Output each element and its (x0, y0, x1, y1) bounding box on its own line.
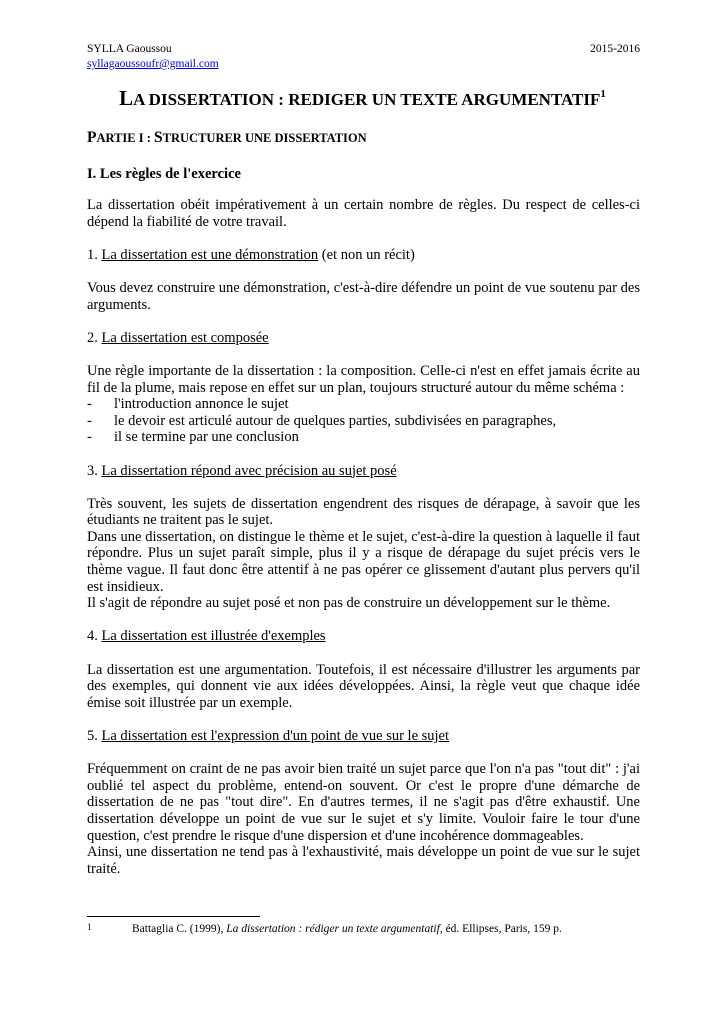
footnote-divider (87, 916, 260, 917)
list-dash: - (87, 396, 92, 413)
rule-3-heading (87, 463, 640, 480)
intro-paragraph: La dissertation obéit impérativement à un certain nombre de règles. Du respect de celles-ci dépend la fiabilité de votre travail. (87, 197, 640, 230)
footnote-mark: 1 (87, 922, 92, 932)
title-initial: L (119, 86, 134, 110)
document-title (0, 86, 725, 112)
rule-2-title: La dissertation est composée (101, 329, 269, 346)
rule-1-suffix: (et non un récit) (318, 246, 415, 263)
rule-5-number: 5. (87, 728, 102, 744)
rule-3-paragraph-3: Il s'agit de répondre au sujet posé et non pas de construire un développement sur le thème. (87, 595, 611, 612)
part-text-2: TRUCTURER UNE DISSERTATION (162, 131, 367, 145)
rule-1-heading (87, 247, 640, 264)
rule-2-paragraph: Une règle importante de la dissertation : la composition. Celle-ci n'est en effet jamais écrite au fil de la plume, mais repose en effet sur un plan, toujours structuré autour du même schéma : (87, 362, 640, 396)
list-dash: - (87, 429, 92, 446)
part-initial-1: P (87, 129, 97, 146)
rule-3-title: La dissertation répond avec précision au sujet posé (101, 462, 397, 479)
footnote-work-title: La dissertation : rédiger un texte argumentatif (226, 923, 440, 935)
rule-2-heading (87, 330, 640, 347)
rule-3-number: 3. (87, 462, 102, 479)
part-initial-2: S (154, 129, 163, 146)
rule-5-heading (87, 728, 640, 745)
list-item: - il se termine par une conclusion (87, 429, 299, 446)
rule-4-paragraph: La dissertation est une argumentation. Toutefois, il est nécessaire d'illustrer les arguments par des exemples, qui donnent vie aux idées développées. Ainsi, la règle veut que chaque idée émise soit illustrée par un exemple. (87, 661, 640, 711)
rule-3-paragraph-1: Très souvent, les sujets de dissertation engendrent des risques de dérapage, à savoir que les étudiants ne traitent pas le sujet. (87, 495, 640, 529)
list-item: - le devoir est articulé autour de quelques parties, subdivisées en paragraphes, (87, 412, 557, 429)
rule-2-list (87, 396, 640, 446)
author-name: SYLLA Gaoussou (87, 43, 172, 55)
rule-5-paragraph-1: Fréquemment on craint de ne pas avoir bien traité un sujet parce que l'on n'a pas "tout dit" : j'ai oublié tel aspect du problème, entend-on souvent. Or c'est le propre d'une démarche de dissertation de ne pas "tout dire". En d'autres termes, il ne s'agit pas d'être exhaustif. Une dissertation développe un point de vue sur le sujet et s'y limite. Vouloir faire le tour d'une question, c'est prendre le risque d'une dispersion et d'une incohérence dommageables. (87, 761, 640, 844)
author-email-link[interactable]: syllagaoussoufr@gmail.com (87, 58, 219, 70)
rule-5-title: La dissertation est l'expression d'un point de vue sur le sujet (101, 728, 450, 744)
academic-year: 2015-2016 (590, 43, 640, 55)
section-heading: I. Les règles de l'exercice (87, 166, 241, 182)
rule-3-paragraph-2: Dans une dissertation, on distingue le thème et le sujet, c'est-à-dire la question à laquelle il faut répondre. Plus un sujet paraît simple, plus il y a risque de dérapage du sujet précis vers le thème vague. Il faut donc être attentif à ne pas opérer ce glissement d'autant plus pervers qu'il est insidieux. (87, 528, 640, 595)
rule-5-paragraph-2: Ainsi, une dissertation ne tend pas à l'exhaustivité, mais développe un point de vue sur le sujet traité. (87, 844, 640, 877)
rule-1-number: 1. (87, 246, 102, 263)
list-item: - l'introduction annonce le sujet (87, 396, 289, 413)
part-text-1: ARTIE I : (96, 131, 155, 145)
title-footnote-ref[interactable]: 1 (600, 88, 606, 100)
title-text: A DISSERTATION : REDIGER UN TEXTE ARGUMENTATIF (133, 90, 601, 109)
rule-1-paragraph: Vous devez construire une démonstration, c'est-à-dire défendre un point de vue soutenu par des arguments. (87, 279, 640, 313)
rule-2-number: 2. (87, 329, 102, 346)
part-heading (87, 128, 367, 148)
rule-1-title: La dissertation est une démonstration (101, 246, 319, 263)
footnote-text: Battaglia C. (1999), La dissertation : rédiger un texte argumentatif, éd. Ellipses, Paris, 159 p. (132, 923, 562, 935)
document-body (87, 197, 640, 877)
rule-4-heading (87, 628, 640, 645)
list-dash: - (87, 412, 92, 429)
rule-4-title: La dissertation est illustrée d'exemples (101, 628, 326, 645)
rule-4-number: 4. (87, 628, 102, 645)
